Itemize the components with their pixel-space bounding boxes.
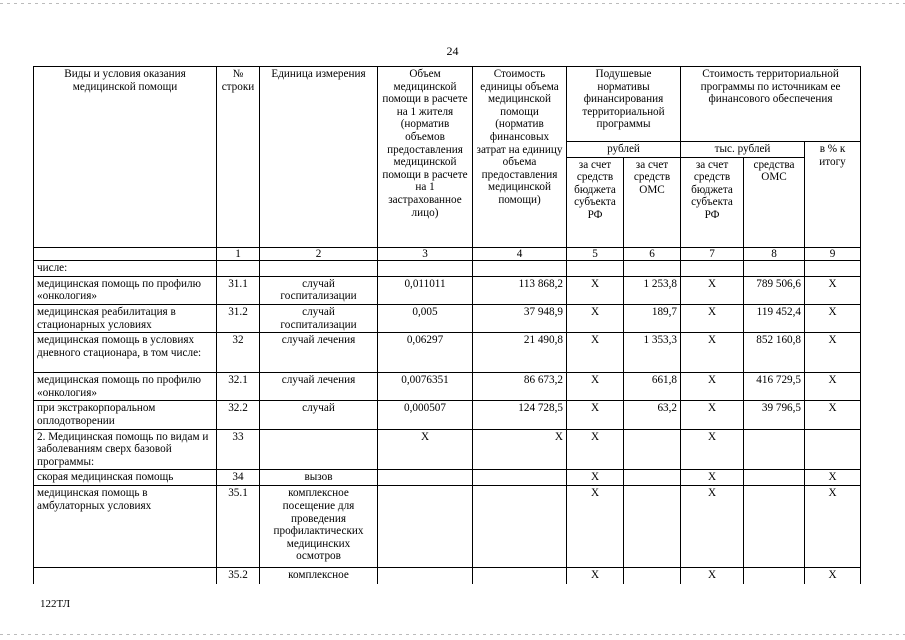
cell-type: медицинская помощь по профилю «онкология» xyxy=(34,276,217,304)
cell-type: медицинская реабилитация в стационарных условиях xyxy=(34,304,217,332)
cell-budget-thousand: X xyxy=(681,429,744,470)
cell-budget-thousand: X xyxy=(681,470,744,486)
cell-oms-rub: 189,7 xyxy=(624,304,681,332)
cell-budget-thousand: X xyxy=(681,333,744,373)
cell-budget-thousand: X xyxy=(681,276,744,304)
header-total-cost: Стоимость территориальной программы по источникам ее финансового обеспечения xyxy=(681,67,861,142)
table-row xyxy=(34,486,861,568)
cell-volume: X xyxy=(378,429,473,470)
header-per-capita-norms: Подушевые нормативы финансирования территориальной программы xyxy=(567,67,681,142)
cell-volume xyxy=(378,486,473,568)
cell-unit: случай госпитализации xyxy=(260,304,378,332)
colnum-8: 7 xyxy=(681,247,744,261)
cell-oms-thousand xyxy=(744,486,805,568)
footer-code: 122ТЛ xyxy=(40,598,71,610)
header-oms-thousand: средства ОМС xyxy=(744,157,805,247)
cell-row-number: 33 xyxy=(217,429,260,470)
cell-oms-thousand: 789 506,6 xyxy=(744,276,805,304)
cell-oms-rub xyxy=(624,486,681,568)
cell-oms-rub xyxy=(624,429,681,470)
cell-cost: X xyxy=(473,429,567,470)
table-row xyxy=(34,333,861,373)
cell-oms-thousand: 852 160,8 xyxy=(744,333,805,373)
cell-row-number: 31.2 xyxy=(217,304,260,332)
page-number: 24 xyxy=(446,44,459,58)
cell-oms-thousand: 119 452,4 xyxy=(744,304,805,332)
cell-volume: 0,011011 xyxy=(378,276,473,304)
column-numbers-row xyxy=(34,247,861,261)
cell-budget-thousand: X xyxy=(681,401,744,429)
header-percent: в % к итогу xyxy=(805,142,861,248)
cell-type xyxy=(34,568,217,584)
cell-budget-rub: X xyxy=(567,304,624,332)
cell-type: числе: xyxy=(34,261,217,277)
header-budget-thousand: за счет средств бюджета субъекта РФ xyxy=(681,157,744,247)
program-cost-table xyxy=(33,66,861,584)
cell-oms-thousand xyxy=(744,261,805,277)
cell-budget-rub xyxy=(567,261,624,277)
colnum-4: 3 xyxy=(378,247,473,261)
cell-percent: X xyxy=(805,470,861,486)
scan-artifact-bottom xyxy=(0,634,905,635)
cell-percent xyxy=(805,261,861,277)
cell-oms-thousand xyxy=(744,470,805,486)
cell-row-number: 31.1 xyxy=(217,276,260,304)
cell-budget-rub: X xyxy=(567,486,624,568)
cell-oms-thousand xyxy=(744,429,805,470)
header-unit: Единица измерения xyxy=(260,67,378,248)
cell-volume xyxy=(378,470,473,486)
header-rubles: рублей xyxy=(567,142,681,158)
cell-volume: 0,0076351 xyxy=(378,373,473,401)
cell-type: скорая медицинская помощь xyxy=(34,470,217,486)
cell-unit: случай госпитализации xyxy=(260,276,378,304)
table-row xyxy=(34,568,861,584)
cell-oms-rub xyxy=(624,568,681,584)
header-volume: Объем медицинской помощи в расчете на 1 жителя (норматив объемов предоставления медицинской помощи в расчете на 1 застрахованное лицо) xyxy=(378,67,473,248)
cell-budget-rub: X xyxy=(567,373,624,401)
cell-oms-rub: 63,2 xyxy=(624,401,681,429)
header-cost: Стоимость единицы объема медицинской помощи (норматив финансовых затрат на единицу объема предоставления медицинской помощи) xyxy=(473,67,567,248)
cell-row-number: 32.1 xyxy=(217,373,260,401)
scan-artifact-top xyxy=(0,3,905,4)
colnum-6: 5 xyxy=(567,247,624,261)
header-row-number: № строки xyxy=(217,67,260,248)
cell-row-number xyxy=(217,261,260,277)
cell-unit xyxy=(260,429,378,470)
cell-type: медицинская помощь в амбулаторных условиях xyxy=(34,486,217,568)
cell-budget-thousand: X xyxy=(681,568,744,584)
colnum-2: 1 xyxy=(217,247,260,261)
cell-cost: 21 490,8 xyxy=(473,333,567,373)
cell-oms-rub xyxy=(624,261,681,277)
cell-row-number: 35.1 xyxy=(217,486,260,568)
cell-oms-thousand: 416 729,5 xyxy=(744,373,805,401)
cell-row-number: 35.2 xyxy=(217,568,260,584)
colnum-9: 8 xyxy=(744,247,805,261)
header-oms-rub: за счет средств ОМС xyxy=(624,157,681,247)
header-thousand-rubles: тыс. рублей xyxy=(681,142,805,158)
cell-cost: 86 673,2 xyxy=(473,373,567,401)
cell-oms-thousand xyxy=(744,568,805,584)
colnum-10: 9 xyxy=(805,247,861,261)
cell-cost: 37 948,9 xyxy=(473,304,567,332)
cell-cost xyxy=(473,568,567,584)
table-row xyxy=(34,261,861,277)
cell-oms-rub xyxy=(624,470,681,486)
cell-budget-thousand: X xyxy=(681,373,744,401)
cell-volume xyxy=(378,568,473,584)
cell-unit: комплексное посещение для проведения профилактических медицинских осмотров xyxy=(260,486,378,568)
cell-budget-rub: X xyxy=(567,333,624,373)
cell-type: при экстракорпоральном оплодотворении xyxy=(34,401,217,429)
cell-unit: вызов xyxy=(260,470,378,486)
table-row xyxy=(34,304,861,332)
cell-volume: 0,06297 xyxy=(378,333,473,373)
cell-percent: X xyxy=(805,276,861,304)
cell-oms-thousand: 39 796,5 xyxy=(744,401,805,429)
cell-cost: 124 728,5 xyxy=(473,401,567,429)
cell-type: медицинская помощь в условиях дневного стационара, в том числе: xyxy=(34,333,217,373)
cell-unit xyxy=(260,261,378,277)
cell-row-number: 32.2 xyxy=(217,401,260,429)
cell-budget-rub: X xyxy=(567,429,624,470)
cell-percent: X xyxy=(805,304,861,332)
table-row xyxy=(34,470,861,486)
colnum-1 xyxy=(34,247,217,261)
cell-percent: X xyxy=(805,333,861,373)
cell-unit: случай лечения xyxy=(260,333,378,373)
table-row xyxy=(34,429,861,470)
cell-row-number: 32 xyxy=(217,333,260,373)
cell-percent: X xyxy=(805,373,861,401)
cell-unit: случай xyxy=(260,401,378,429)
cell-budget-thousand: X xyxy=(681,486,744,568)
table-row xyxy=(34,401,861,429)
colnum-3: 2 xyxy=(260,247,378,261)
cell-row-number: 34 xyxy=(217,470,260,486)
cell-percent: X xyxy=(805,486,861,568)
cell-type: 2. Медицинская помощь по видам и заболеваниям сверх базовой программы: xyxy=(34,429,217,470)
cell-volume: 0,000507 xyxy=(378,401,473,429)
cell-budget-thousand: X xyxy=(681,304,744,332)
cell-oms-rub: 1 353,3 xyxy=(624,333,681,373)
header-budget-rub: за счет средств бюджета субъекта РФ xyxy=(567,157,624,247)
cell-budget-rub: X xyxy=(567,568,624,584)
cell-unit: комплексное xyxy=(260,568,378,584)
cell-oms-rub: 1 253,8 xyxy=(624,276,681,304)
cell-volume: 0,005 xyxy=(378,304,473,332)
cell-volume xyxy=(378,261,473,277)
table-row xyxy=(34,276,861,304)
cell-unit: случай лечения xyxy=(260,373,378,401)
cell-budget-thousand xyxy=(681,261,744,277)
table-row xyxy=(34,373,861,401)
cell-cost xyxy=(473,486,567,568)
cell-percent: X xyxy=(805,401,861,429)
colnum-5: 4 xyxy=(473,247,567,261)
cell-percent: X xyxy=(805,568,861,584)
header-type: Виды и условия оказания медицинской помощи xyxy=(34,67,217,248)
cell-cost xyxy=(473,470,567,486)
cell-budget-rub: X xyxy=(567,401,624,429)
cell-cost xyxy=(473,261,567,277)
cell-budget-rub: X xyxy=(567,276,624,304)
cell-percent xyxy=(805,429,861,470)
cell-type: медицинская помощь по профилю «онкология» xyxy=(34,373,217,401)
cell-budget-rub: X xyxy=(567,470,624,486)
cell-oms-rub: 661,8 xyxy=(624,373,681,401)
colnum-7: 6 xyxy=(624,247,681,261)
cell-cost: 113 868,2 xyxy=(473,276,567,304)
